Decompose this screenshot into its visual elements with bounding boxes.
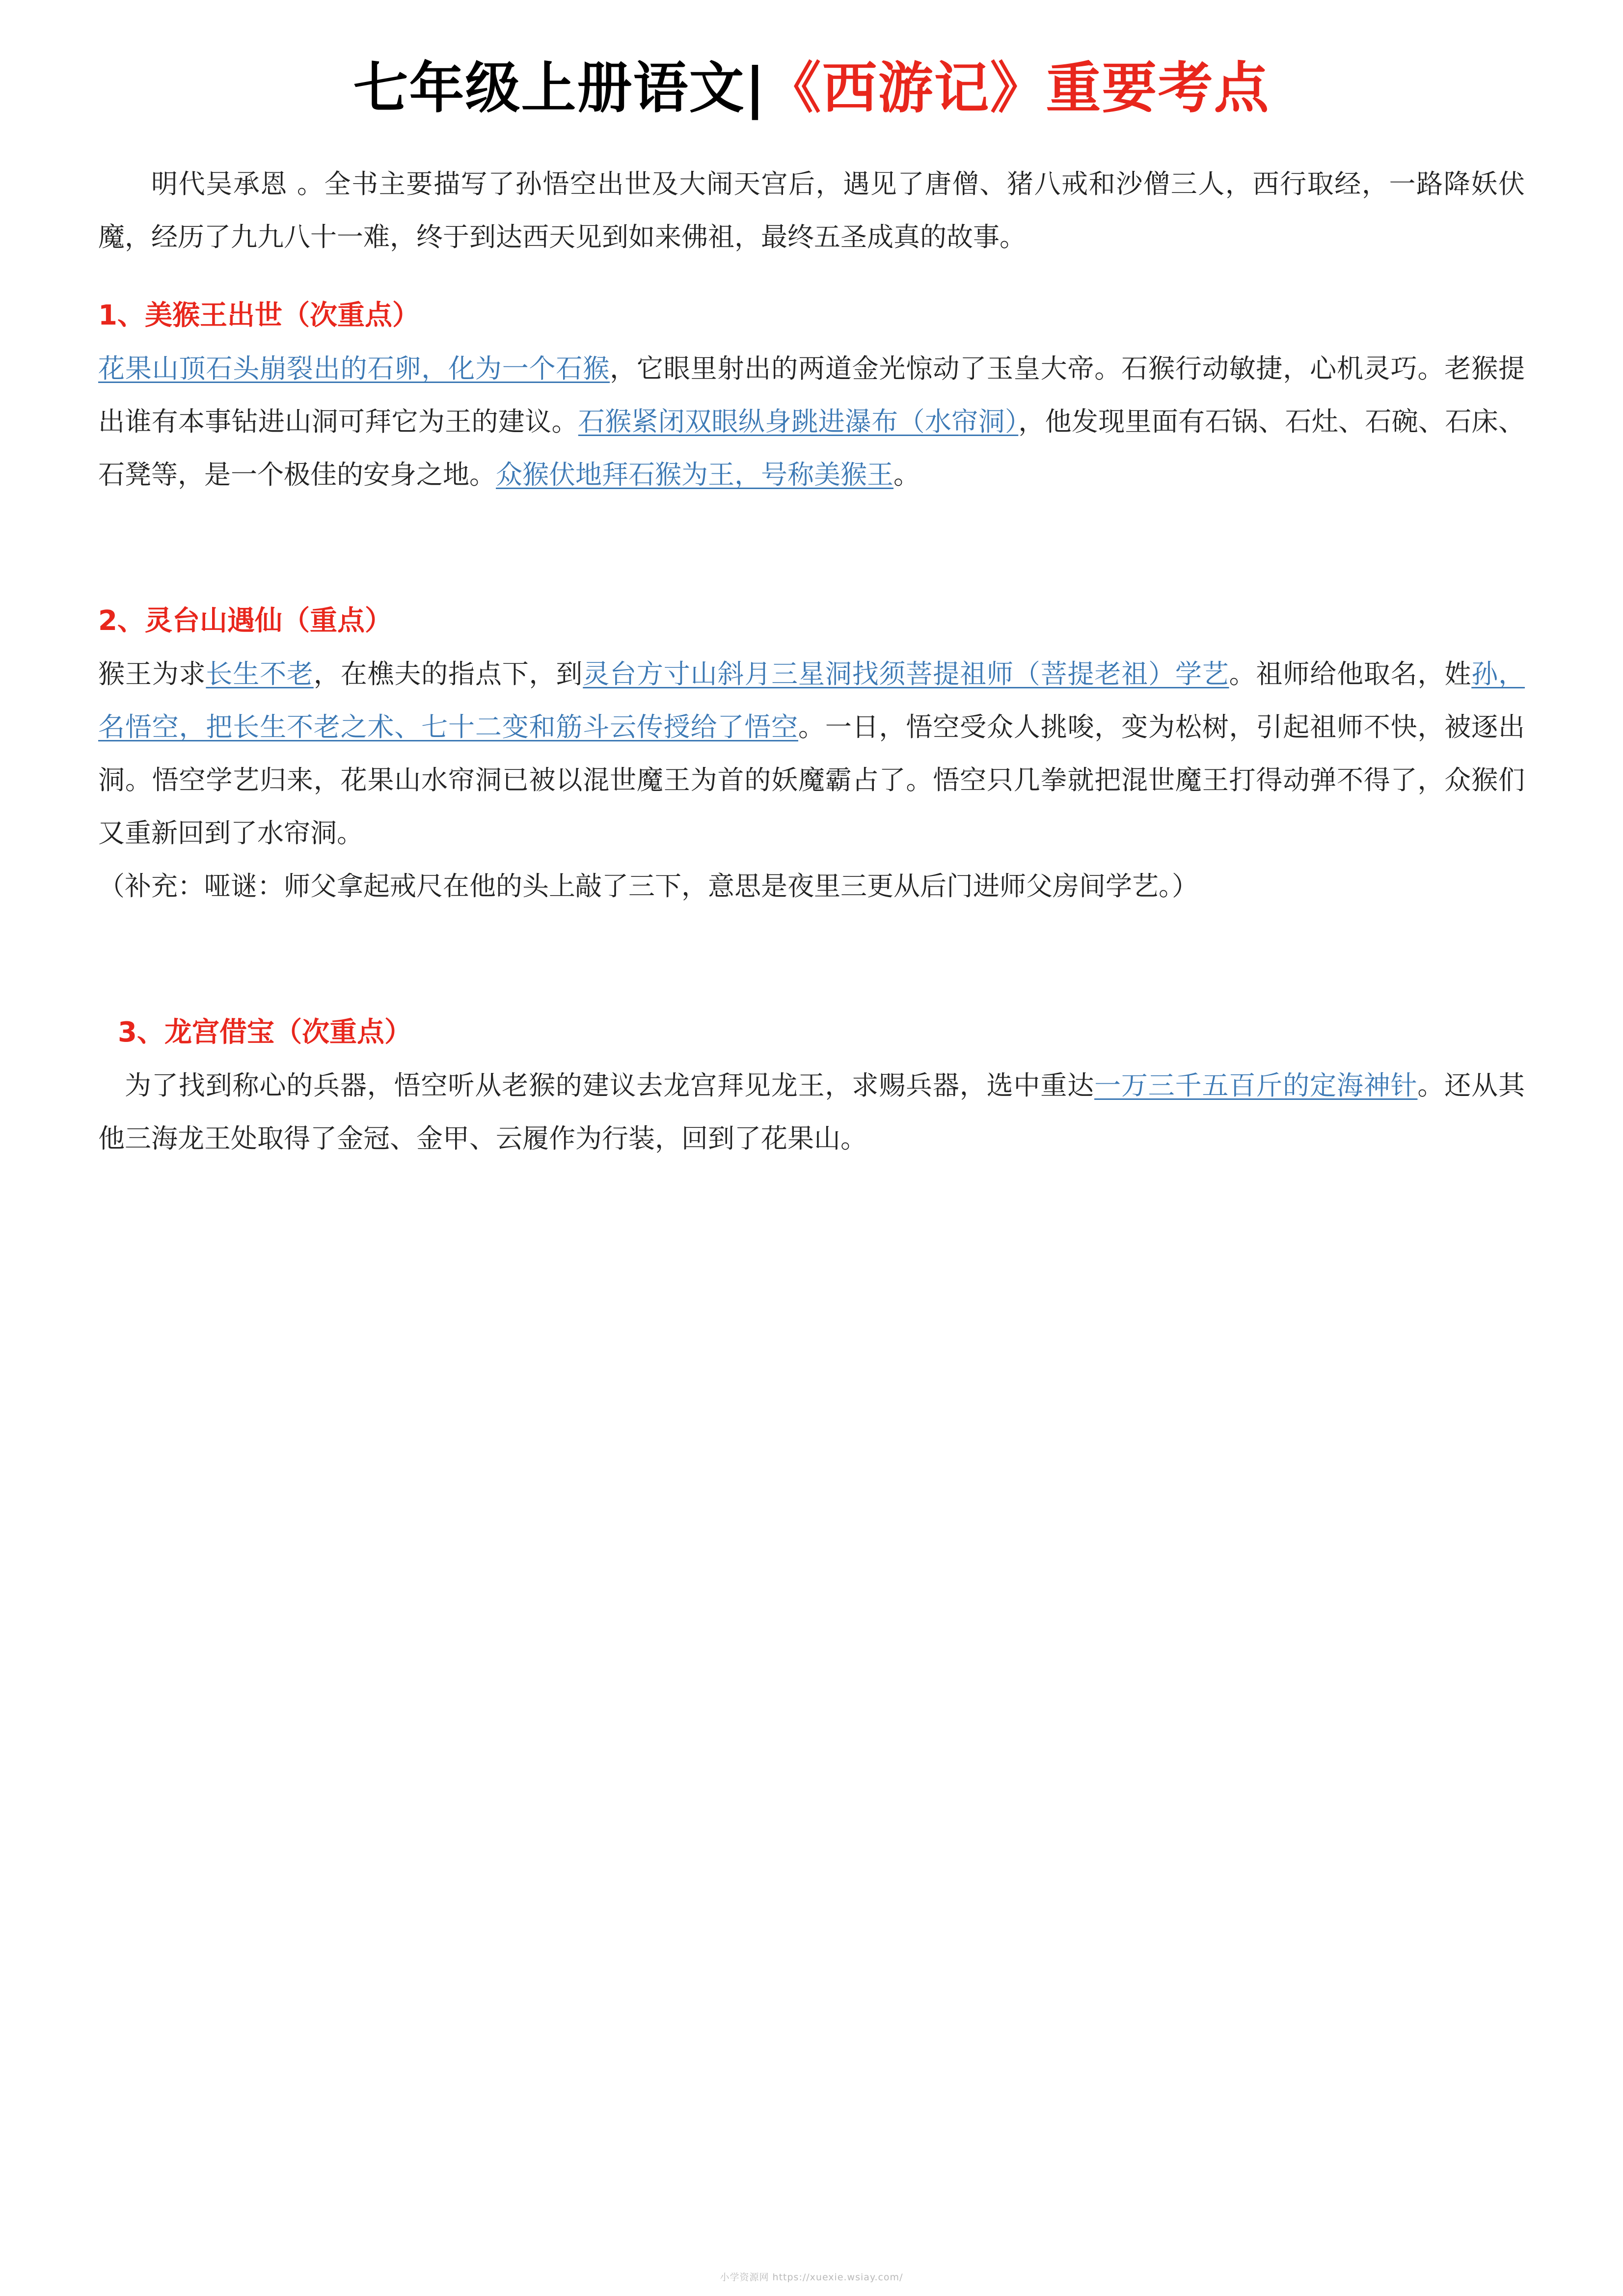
plain-text: 。一日，悟空受众人挑唆，变为松树，引起祖师不快，被逐出洞。悟空学艺归来，花果山水帘洞已被以混世魔王为首的妖魔霸占了。悟空只几拳就把混世魔王打得动弹不得了，众猴们又重新回到了水帘洞。 xyxy=(98,711,1525,848)
plain-text: ，在樵夫的指点下，到 xyxy=(313,658,583,689)
section-body-3 xyxy=(98,1059,1525,1165)
intro-line-1: 明代吴承恩 。全书主要描写了孙悟空出世及大闹天宫后，遇见了唐僧、猪八戒和沙 xyxy=(151,168,1143,199)
section-spacer xyxy=(98,501,1525,595)
section-heading-2: 2、灵台山遇仙（重点） xyxy=(98,605,392,637)
section-spacer xyxy=(98,913,1525,1006)
plain-text: 。还从其他三海龙王处取得了金冠、金甲、云履作为行装，回到了花果山。 xyxy=(98,1070,1525,1154)
intro-line-3: 佛祖，最终五圣成真的故事。 xyxy=(681,221,1026,252)
page-title xyxy=(98,0,1525,143)
highlight-text: 一万三千五百斤的定海神针 xyxy=(1094,1070,1418,1101)
footer-watermark: 小学资源网 https://xuexie.wsiay.com/ xyxy=(720,2272,903,2283)
section-body-2 xyxy=(98,648,1525,860)
highlight-text: 长生不老 xyxy=(206,658,314,689)
section-heading-1: 1、美猴王出世（次重点） xyxy=(98,300,420,331)
highlight-text: 众猴伏地拜石猴为王，号称美猴王 xyxy=(496,459,893,490)
plain-text: 猴王为求 xyxy=(98,658,206,689)
intro-line-2: 僧三人，西行取经，一路降妖伏魔，经历了九九八十一难，终于到达西天见到如来 xyxy=(98,168,1525,252)
plain-text: 为了找到称心的兵器，悟空听从老猴的建议去龙宫拜见龙王，求赐兵器，选中重达 xyxy=(125,1070,1095,1101)
intro-text xyxy=(98,158,1525,264)
section-body-1 xyxy=(98,342,1525,501)
plain-text: ，它眼里射出的两道金光惊动了玉皇大帝。石猴行动敏捷，心机灵巧。老猴提出谁有本事钻进山洞可拜它为王的建议。 xyxy=(98,353,1525,437)
title-red-part: 《西游记》重要考点 xyxy=(766,56,1270,120)
highlight-text: 花果山顶石头崩裂出的石卵，化为一个石猴 xyxy=(98,353,610,384)
title-black-part: 七年级上册语文| xyxy=(353,56,766,120)
section-note-2: （补充：哑谜：师父拿起戒尺在他的头上敲了三下，意思是夜里三更从后门进师父房间学艺。） xyxy=(98,871,1198,902)
section-heading-3: 3、龙宫借宝（次重点） xyxy=(118,1016,412,1048)
highlight-text: 灵台方寸山斜月三星洞找须菩提祖师（菩提老祖）学艺 xyxy=(583,658,1229,689)
highlight-text: 孙，名悟空，把长生不老之术、七十二变和筋斗云传授给了悟空 xyxy=(98,658,1525,742)
intro-paragraph xyxy=(98,158,1525,264)
plain-text: 。祖师给他取名，姓 xyxy=(1229,658,1472,689)
highlight-text: 石猴紧闭双眼纵身跳进瀑布（水帘洞） xyxy=(578,406,1019,437)
plain-text: 。 xyxy=(893,459,920,490)
plain-text: ，他发现里面有石锅、石灶、石碗、石床、石凳等，是一个极佳的安身之地。 xyxy=(98,406,1525,490)
